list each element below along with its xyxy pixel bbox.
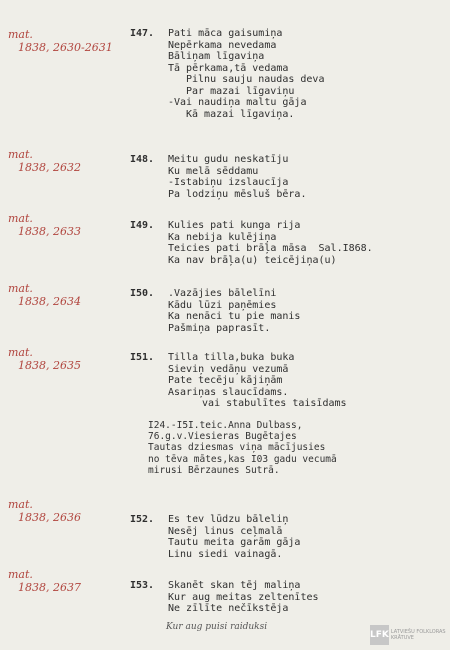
song-line: Tautu meita garām gāja [168,537,301,548]
song-number: I52. [130,514,155,525]
handwritten-line: Kur aug puisi raiduksi [166,622,268,632]
lfk-logo-icon: LFK [370,625,389,645]
song-line: Linu siedi vainagā. [168,548,283,560]
song-number: I49. [130,220,155,231]
song-line: .Vazājies bālelīni [168,288,277,299]
song-line: Pate tecēju kājiņām [168,375,283,386]
song-line: -Vai naudiņa maltu gāja [168,97,307,108]
note-line: 76.g.v.Viesieras Bugētajes [148,431,297,443]
song-line: Nesēj linus ceļmalā [168,525,283,537]
song-number: I48. [130,154,155,165]
song-line: Kādu lūzi paņēmies [168,299,277,311]
source-note-153: mat. 1838, 2637 [8,568,81,594]
song-line: Asariņas slaucīdams. [168,386,289,398]
song-line: Pilnu sauju naudas deva [186,74,325,85]
song-line: vai stabulītes taisīdams [190,398,347,409]
song-line: Tā pērkama,tā vedama [168,62,289,74]
song-line: Bāliņam līgaviņa [168,51,265,62]
logo-text: LATVIEŠU FOLKLORAS KRĀTUVE [390,629,446,641]
song-lines [168,28,440,120]
informant-note [148,420,440,476]
song-line: Es tev lūdzu bāleliņ [168,514,289,525]
song-line: Tilla tilla,buka buka [168,352,295,363]
song-line: -Istabiņu izslaucīja [168,177,289,188]
song-line: Ka nebija kulējiņa [168,231,277,243]
song-line: Pati māca gaisumiņa [168,28,283,39]
song-number: I50. [130,288,155,299]
song-line: Ne zīlīte nečīkstēja [168,603,289,614]
song-line: Pašmiņa paprasīt. [168,322,271,334]
song-number: I53. [130,580,155,591]
note-line: no tēva mātes,kas I03 gadu vecumā [148,453,337,465]
song-line: Ku melā sēddamu [168,165,259,177]
note-line: Tautas dziesmas viņa mācījusies [148,442,326,454]
song-line: Ka nav brāļa(u) teicējiņa(u) [168,254,337,266]
song-line: Teicies pati brāļa māsa Sal.I868. [168,243,373,254]
song-line: Skanēt skan tēj maliņa [168,580,301,591]
song-line: Nepērkama nevedama [168,39,277,51]
song-line: Sieviņ vedāņu vezumā [168,363,289,375]
source-note-147: mat. 1838, 2630-2631 [8,28,113,54]
source-note-149: mat. 1838, 2633 [8,212,81,238]
source-note-151: mat. 1838, 2635 [8,346,81,372]
song-line: Par mazai līgaviņu [186,85,295,97]
song-number: I51. [130,352,155,363]
archive-logo [370,624,446,646]
source-note-148: mat. 1838, 2632 [8,148,81,174]
song-line: Kulies pati kunga rija [168,220,301,231]
song-line: Kā mazai līgaviņa. [186,108,295,120]
note-line: I24.-I5I.teic.Anna Dulbass, [148,420,303,431]
song-line: Meitu gudu neskatīju [168,154,289,165]
song-line: Pa lodziņu mēsluš bēra. [168,188,307,200]
song-line: Ka nenāci tu pie manis [168,311,301,322]
song-number: I47. [130,28,155,39]
source-note-150: mat. 1838, 2634 [8,282,81,308]
note-line: mirusi Bērzaunes Sutrā. [148,464,280,476]
song-line: Kur aug meitas zeltenītes [168,591,319,603]
source-note-152: mat. 1838, 2636 [8,498,81,524]
